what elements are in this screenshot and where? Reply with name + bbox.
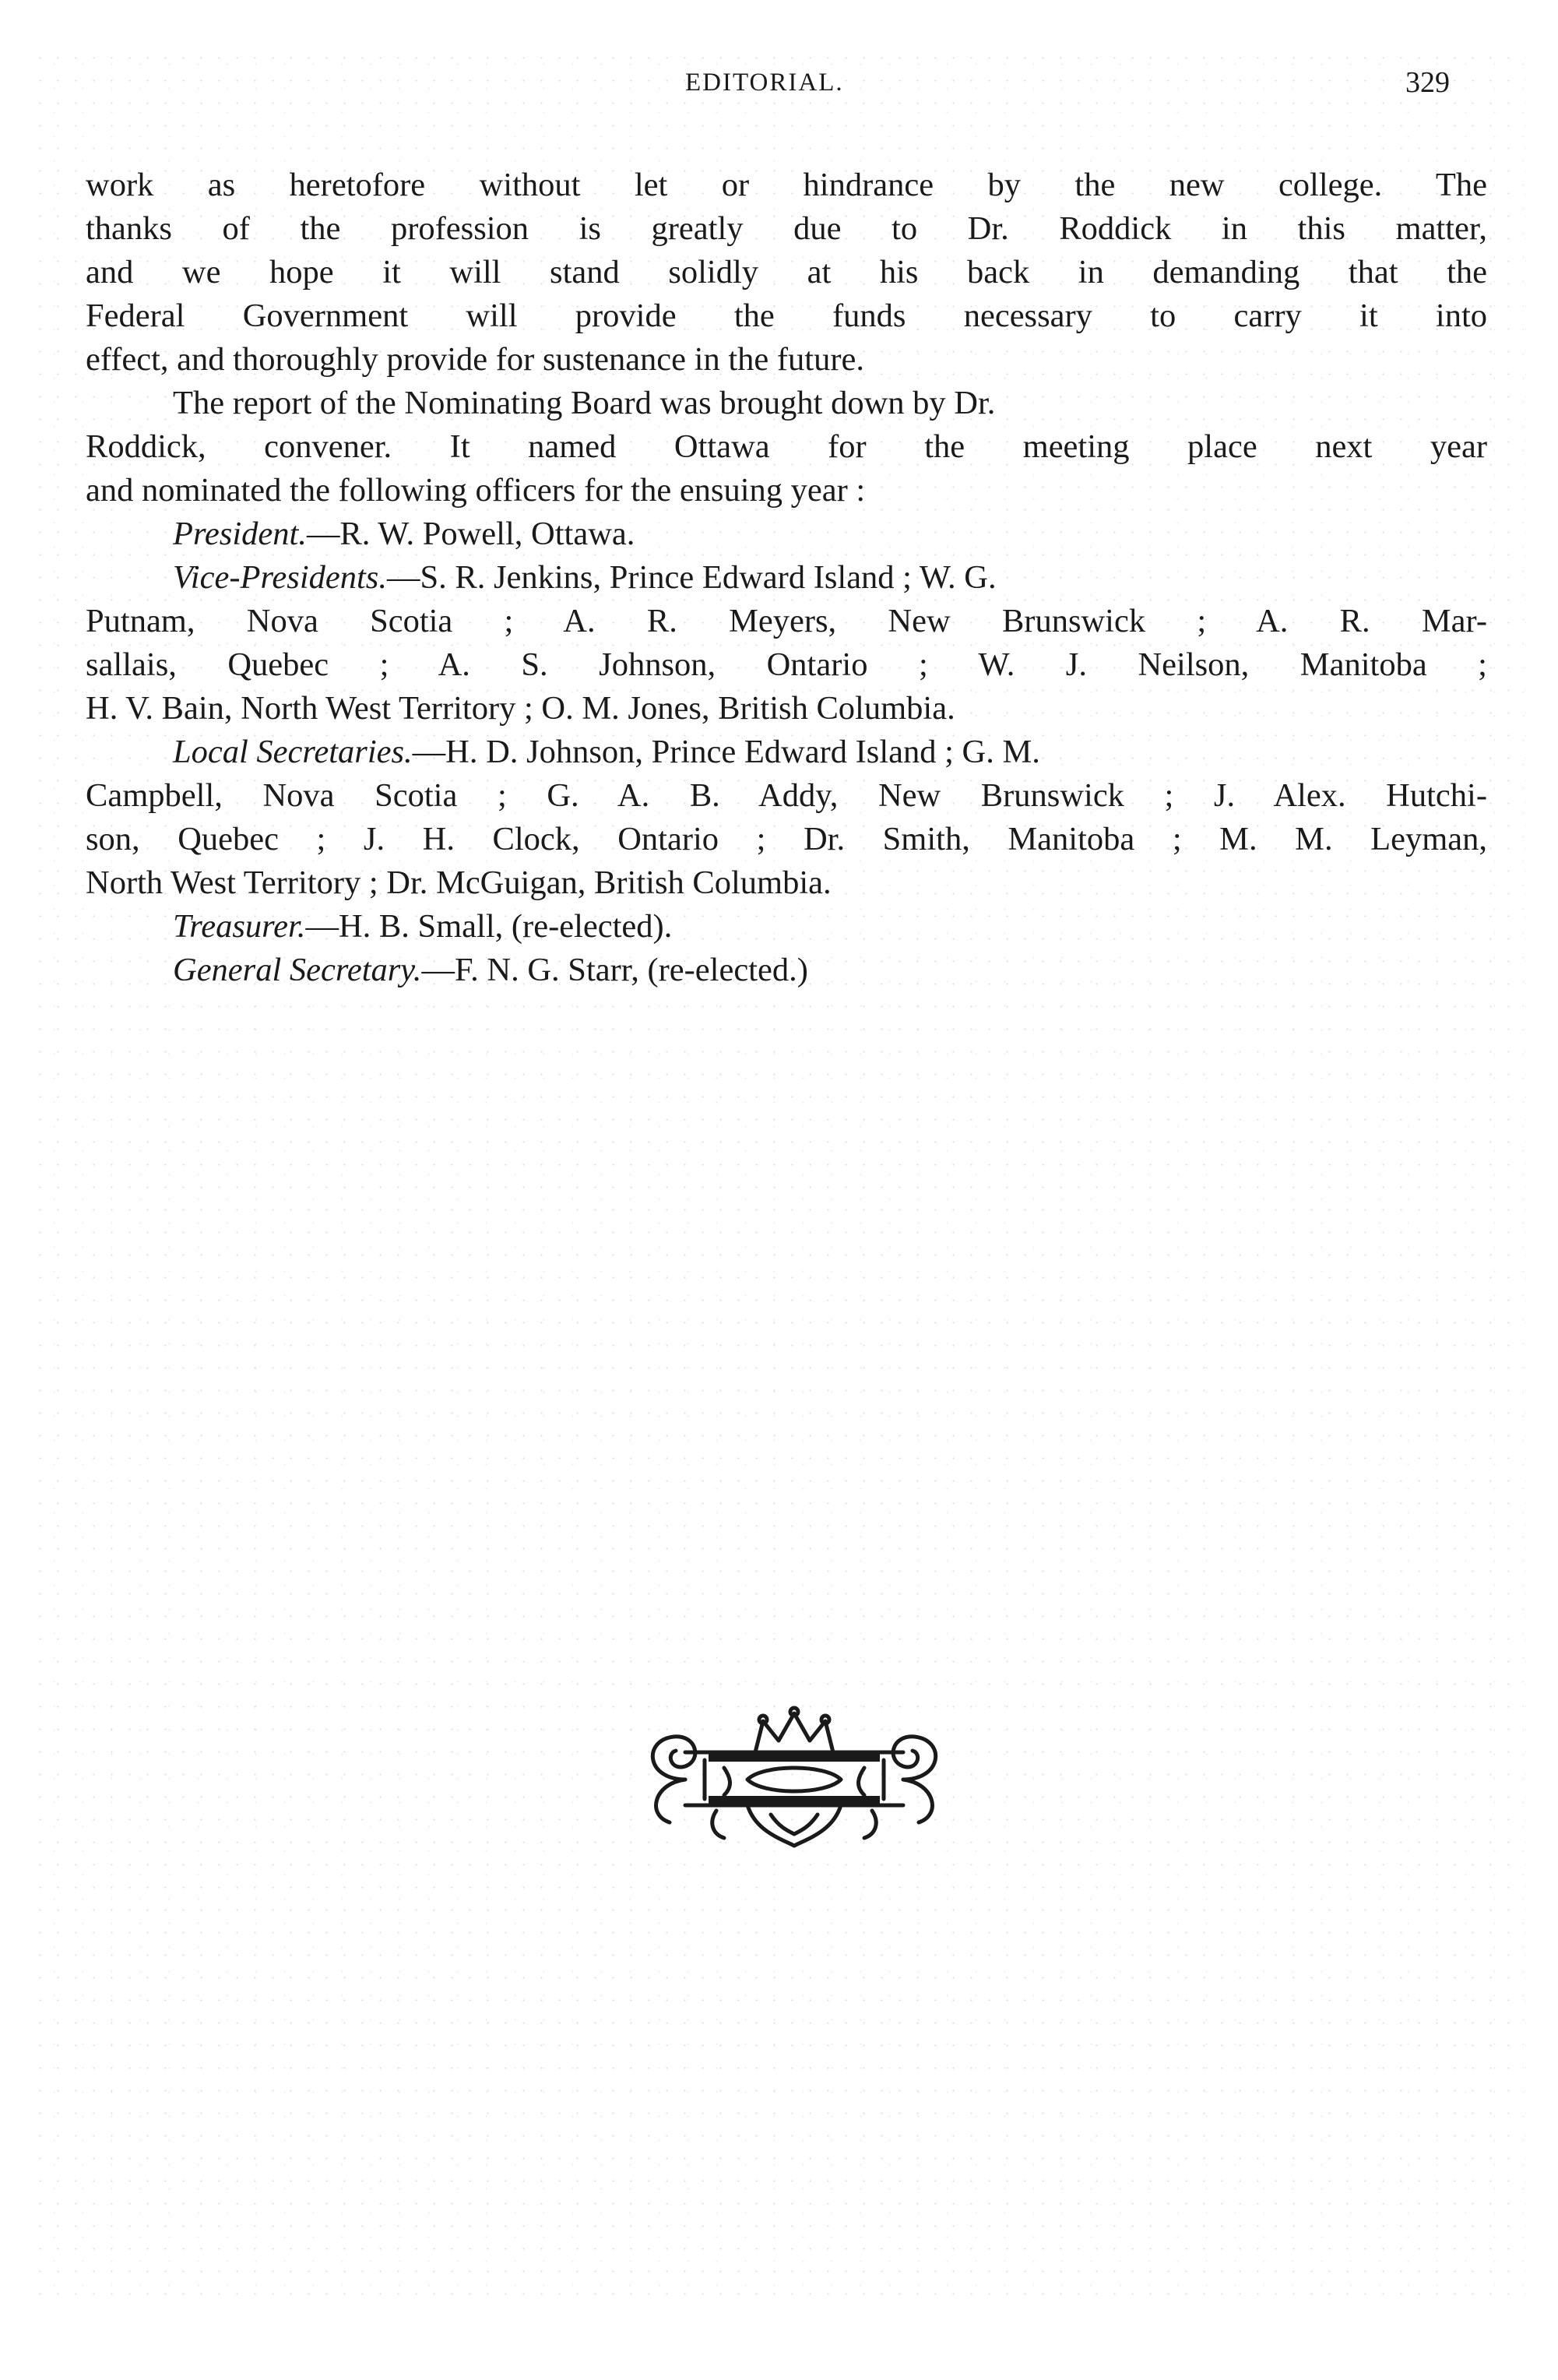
- paragraph-closing: [86, 164, 1487, 382]
- officer-names: —S. R. Jenkins, Prince Edward Island ; W. G.: [386, 559, 997, 596]
- officer-label: Local Secretaries.: [173, 734, 413, 770]
- officer-treasurer: [86, 905, 1487, 949]
- text-line: Roddick, convener. It named Ottawa for the meeting place next year: [86, 428, 1487, 465]
- officer-label: General Secretary.: [173, 952, 422, 988]
- officer-names: —F. N. G. Starr, (re-elected.): [421, 952, 808, 988]
- text-line: work as heretofore without let or hindrance by the new college. The: [86, 167, 1487, 203]
- page-number: 329: [1405, 66, 1450, 99]
- text-line: Putnam, Nova Scotia ; A. R. Meyers, New Brunswick ; A. R. Mar-: [86, 603, 1487, 639]
- running-head: [0, 66, 1558, 115]
- body-text: [86, 164, 1487, 992]
- officer-names: —R. W. Powell, Ottawa.: [306, 516, 635, 552]
- text-line: North West Territory ; Dr. McGuigan, British Columbia.: [86, 864, 832, 901]
- officer-local-secretaries: [86, 731, 1487, 774]
- officer-general-secretary: [86, 949, 1487, 992]
- officer-names: —H. D. Johnson, Prince Edward Island ; G. M.: [412, 734, 1040, 770]
- officer-names: —H. B. Small, (re-elected).: [305, 908, 673, 945]
- scroll-crown-ornament-icon: [631, 1706, 958, 1854]
- text-line: H. V. Bain, North West Territory ; O. M. Jones, British Columbia.: [86, 690, 955, 727]
- text-line: son, Quebec ; J. H. Clock, Ontario ; Dr. Smith, Manitoba ; M. M. Leyman,: [86, 821, 1487, 857]
- text-line: Campbell, Nova Scotia ; G. A. B. Addy, New Brunswick ; J. Alex. Hutchi-: [86, 777, 1487, 814]
- running-title: EDITORIAL.: [685, 69, 844, 97]
- officer-vice-presidents: [86, 556, 1487, 600]
- paragraph-nominating-board: [86, 382, 1487, 512]
- text-line: sallais, Quebec ; A. S. Johnson, Ontario ; W. J. Neilson, Manitoba ;: [86, 646, 1487, 683]
- text-line: Federal Government will provide the funds necessary to carry it into: [86, 298, 1487, 334]
- officer-label: President.: [173, 516, 307, 552]
- text-line: and nominated the following officers for the ensuing year :: [86, 472, 866, 509]
- officers-list: [86, 512, 1487, 992]
- officer-label: Vice-Presidents.: [173, 559, 387, 596]
- text-line: The report of the Nominating Board was brought down by Dr.: [173, 385, 996, 421]
- officer-president: [86, 512, 1487, 556]
- text-line: thanks of the profession is greatly due to Dr. Roddick in this matter,: [86, 210, 1487, 247]
- officer-label: Treasurer.: [173, 908, 306, 945]
- text-line: and we hope it will stand solidly at his back in demanding that the: [86, 254, 1487, 290]
- text-line: effect, and thoroughly provide for sustenance in the future.: [86, 341, 864, 378]
